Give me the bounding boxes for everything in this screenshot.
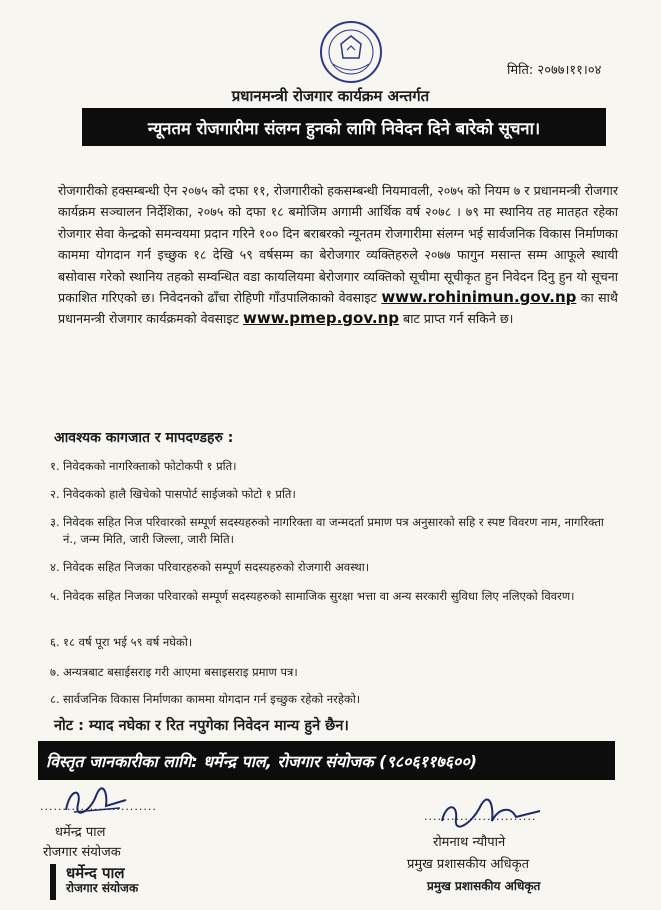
requirement-item-5 (50, 588, 620, 605)
requirement-text: अन्यत्रबाट बसाईसराइ गरी आएमा बसाइसराइ प्रमाण पत्र। (63, 665, 298, 679)
pmep-website-link[interactable]: www.pmep.gov.np (242, 309, 399, 328)
body-paragraph-part2: का साथै प्रधानमन्त्री रोजगार कार्यक्रमको वेवसाइट (58, 290, 618, 327)
requirement-item-6 (50, 634, 620, 651)
program-subtitle: प्रधानमन्त्री रोजगार कार्यक्रम अन्तर्गत (231, 87, 430, 105)
signature-line-right: ......................... (424, 810, 537, 823)
requirement-number: ५. (50, 589, 60, 603)
municipality-seal-icon (313, 14, 389, 90)
requirement-number: १. (50, 459, 60, 473)
requirement-text: निवेदक सहित निजका परिवारको सम्पूर्ण सदस्यहरुको सामाजिक सुरक्षा भत्ता वा अन्य सरकारी सुविधा लिए नलिएको विवरण। (63, 589, 575, 603)
requirement-text: १८ वर्ष पूरा भई ५९ वर्ष नघेको। (63, 635, 193, 649)
requirement-item-2 (50, 486, 620, 503)
requirement-text: निवेदक सहित निज परिवारको सम्पूर्ण सदस्यहरुको नागरिक्ता वा जन्मदर्ता प्रमाण पत्र अनुसारको सहि र स्पष्ट विवरण नाम, नागरिक्ता नं., जन्म मिति, जारी जिल्ला, जारी मिति। (63, 515, 604, 546)
contact-detail-banner: विस्तृत जानकारीका लागि: धर्मेन्द्र पाल, रोजगार संयोजक (९८०६११७६००) (38, 741, 615, 780)
signatory-left-role: रोजगार संयोजक (43, 845, 121, 860)
requirement-text: सार्वजनिक विकास निर्माणका काममा योगदान गर्न इच्छुक रहेको नरहेको। (63, 692, 361, 706)
signatory-right-name: रोमनाथ न्यौपाने (433, 835, 506, 850)
rohini-website-link[interactable]: www.rohinimun.gov.np (381, 288, 577, 307)
stamp-left-role: रोजगार संयोजक (66, 881, 139, 895)
signatory-left-name: धर्मेन्द्र पाल (55, 825, 106, 840)
requirement-item-3 (50, 514, 620, 548)
requirement-item-8 (50, 691, 620, 708)
notice-date: मिति: २०७७।११।०४ (507, 63, 602, 78)
notice-body (58, 180, 618, 330)
notice-title: न्यूनतम रोजगारीमा संलग्न हुनको लागि निवेदन दिने बारेको सूचना। (82, 108, 606, 146)
requirement-text: निवेदकको हालै खिचेको पासपोर्ट साईजको फोटो १ प्रति। (63, 487, 296, 501)
note-text: नोट : म्याद नघेका र रित नपुगेका निवेदन मान्य हुने छैन। (54, 718, 349, 734)
requirement-number: ६. (50, 635, 60, 649)
signature-line-left: .......................... (40, 800, 157, 813)
body-paragraph-part1: रोजगारीको हक्सम्बन्धी ऐन २०७५ को दफा ११, रोजगारीको हकसम्बन्धी नियमावली, २०७५ को नियम ७ र प्रधानमन्त्री रोजगार कार्यक्रम सञ्चालन निर्देशिका, २०७५ को दफा १८ बमोजिम अगामी आर्थिक वर्ष २०७८ । ७९ मा स्थानिय तह मातहत रहेका रोजगार सेवा केन्द्रको समन्वयमा प्रदान गरिने १०० दिन बराबरको न्यूनतम रोजगारीमा संलग्न भई सार्वजनिक विकास निर्माणका काममा योगदान गर्न इच्छुक १८ देखि ५९ वर्षसम्म का बेरोजगार व्यक्तिहरुले २०७७ फागुन मसान्त सम्म आफूले स्थायी बसोवास गरेको स्थानिय तहको सम्वन्धित वडा कायलियमा बेरोजगार व्यक्तिको सूचीमा सूचीकृत हुन निवेदन दिनु हुन यो सूचना प्रकाशित गरिएको छ। निवेदनको ढाँचा रोहिणी गाँउपालिकाको वेवसाइट (58, 183, 618, 306)
requirement-item-4 (50, 559, 620, 576)
requirements-heading: आवश्यक कागजात र मापदण्डहरु : (54, 430, 234, 446)
requirement-number: ३. (50, 515, 60, 529)
stamp-right-role: प्रमुख प्रशासकीय अधिकृत (427, 879, 541, 893)
body-paragraph-part3: बाट प्राप्त गर्न सकिने छ। (403, 311, 514, 327)
requirement-number: ८. (50, 692, 60, 706)
requirement-item-7 (50, 664, 620, 681)
requirement-number: २. (50, 487, 60, 501)
requirement-text: निवेदकको नागरिक्ताको फोटोकपी १ प्रति। (63, 459, 237, 473)
stamp-left (52, 866, 196, 896)
requirement-text: निवेदक सहित निजका परिवारहरुको सम्पूर्ण सदस्यहरुको रोजगारी अवस्था। (63, 560, 370, 574)
requirement-number: ७. (50, 665, 60, 679)
stamp-left-name: धर्मेन्द पाल (66, 864, 125, 882)
signatory-right-role: प्रमुख प्रशासकीय अधिकृत (407, 857, 530, 872)
requirement-item-1 (50, 458, 620, 475)
requirement-number: ४. (50, 560, 60, 574)
